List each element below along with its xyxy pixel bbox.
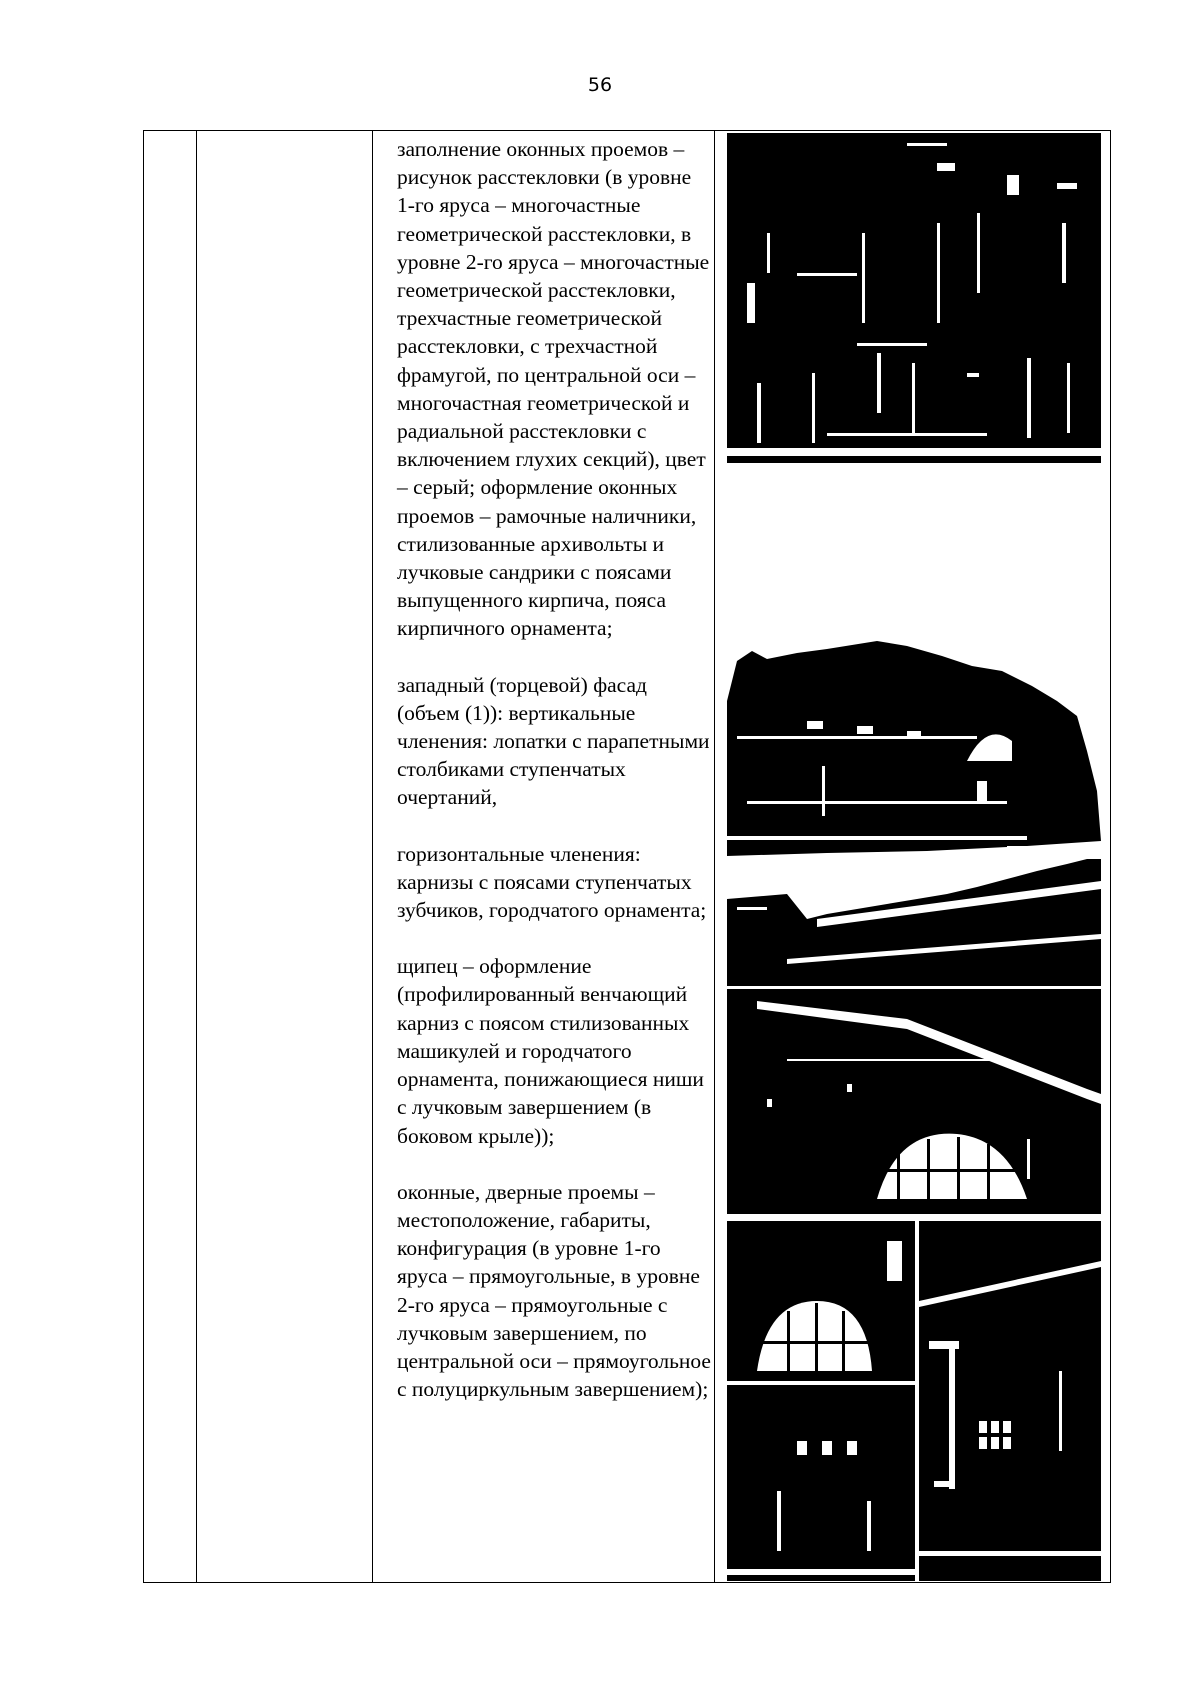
paragraph-openings: оконные, дверные проемы – местоположение, габариты, конфигурация (в уровне 1-го яруса – прямоугольные, в уровне 2-го яруса – прямоугольные с лучковым завершением, по центральной оси – прямоугольное с полуциркульным завершением); bbox=[397, 1179, 711, 1402]
facade-windows-photo bbox=[727, 133, 1101, 463]
gable-photo bbox=[727, 989, 1101, 1214]
page-number: 56 bbox=[587, 74, 613, 96]
paragraph-window-fill: заполнение оконных проемов –рисунок расстекловки (в уровне 1-го яруса – многочастные геометрической расстекловки, в уровне 2-го яруса – многочастные геометрической расстекловки, трехчастные геометрической расстекловки, с трехчастной фрамугой, по центральной оси – многочастная геометрической и радиальной расстекловки с включением глухих секций), цвет – серый; оформление оконных проемов – рамочные наличники, стилизованные архивольты и лучковые сандрики с поясами выпущенного кирпича, пояса кирпичного орнамента; bbox=[397, 137, 710, 641]
photo-cell bbox=[714, 131, 1110, 1582]
paragraph-gable: щипец – оформление (профилированный венчающий карниз с поясом стилизованных машикулей и городчатого орнамента, понижающиеся ниши с лучковым завершением (в боковом крыле)); bbox=[397, 954, 704, 1148]
paragraph-horizontal-divisions: горизонтальные членения: карнизы с поясами ступенчатых зубчиков, городчатого орнамента; bbox=[397, 841, 707, 923]
cornice-detail-photo bbox=[727, 859, 1101, 986]
heritage-table bbox=[143, 130, 1111, 1583]
column-divider-1 bbox=[196, 131, 197, 1582]
paragraph-west-facade: западный (торцевой) фасад (объем (1)): вертикальные членения: лопатки с парапетными столбиками ступенчатых очертаний, bbox=[397, 672, 710, 810]
column-divider-2 bbox=[372, 131, 373, 1582]
description-cell bbox=[387, 131, 712, 1403]
west-facade-photo bbox=[727, 641, 1101, 856]
side-wall-photo bbox=[919, 1221, 1101, 1581]
arched-window-photo bbox=[727, 1221, 915, 1581]
